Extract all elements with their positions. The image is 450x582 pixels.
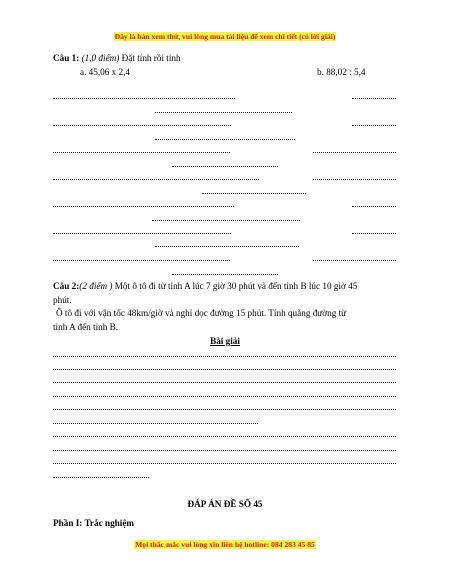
dotted-line (53, 382, 396, 383)
dotted-line (53, 463, 396, 464)
question-1-part-b: b. 88,02 : 5,4 (317, 67, 366, 77)
dotted-line (53, 436, 396, 437)
answer-key-title: ĐÁP ÁN ĐỀ SỐ 45 (187, 499, 263, 509)
dotted-line (313, 260, 396, 261)
dotted-line (352, 125, 396, 126)
question-2-line-1 (53, 281, 357, 291)
dotted-line (53, 233, 231, 234)
dotted-line (53, 260, 230, 261)
dotted-line (53, 409, 396, 410)
question-1-heading (53, 53, 181, 63)
dotted-line (53, 369, 396, 370)
dotted-line (172, 166, 278, 167)
dotted-line (313, 179, 396, 180)
question-1-part-a: a. 45,06 x 2,4 (80, 67, 131, 77)
dotted-line (152, 220, 300, 221)
preview-banner (0, 26, 450, 44)
hotline-banner-text: Mọi thắc mắc vui lòng xin liên hệ hotline: 084 283 45 85 (135, 540, 315, 549)
dotted-line (352, 233, 396, 234)
dotted-line (53, 450, 396, 451)
dotted-line (53, 477, 149, 478)
hotline-banner (0, 534, 450, 552)
dotted-line (352, 98, 396, 99)
dotted-line (313, 152, 396, 153)
question-2-line-2: phút. (53, 295, 72, 305)
dotted-line (53, 206, 234, 207)
part-1-title: Phần I: Trắc nghiệm (53, 518, 135, 528)
preview-banner-text: Đây là bản xem thử, vui lòng mua tài liệu để xem chi tiết (có lời giải) (114, 32, 336, 41)
question-2-label: Câu 2: (53, 281, 80, 291)
question-2-text: Một ô tô đi từ tỉnh A lúc 7 giờ 30 phút và đến tỉnh B lúc 10 giờ 45 (114, 281, 358, 291)
question-1-instruction: Đặt tính rồi tính (121, 53, 181, 63)
dotted-line (172, 274, 278, 275)
dotted-line (53, 125, 231, 126)
dotted-line (53, 98, 235, 99)
question-2-line-4: tỉnh A đến tỉnh B. (53, 322, 119, 332)
dotted-line (155, 139, 295, 140)
dotted-line (53, 179, 259, 180)
dotted-line (53, 152, 230, 153)
question-2-line-3: Ô tô đi với vận tốc 48km/giờ và nghỉ dọc đường 15 phút. Tính quãng đường từ (56, 308, 347, 318)
dotted-line (155, 112, 292, 113)
question-1-points: (1,0 điểm) (81, 53, 120, 63)
solution-heading: Bài giải (210, 336, 240, 346)
dotted-line (53, 423, 258, 424)
dotted-line (53, 356, 396, 357)
dotted-line (155, 246, 299, 247)
question-1-label: Câu 1: (53, 53, 80, 63)
question-2-points: (2 điểm ) (79, 281, 113, 291)
dotted-line (202, 193, 306, 194)
dotted-line (352, 206, 396, 207)
dotted-line (53, 396, 396, 397)
